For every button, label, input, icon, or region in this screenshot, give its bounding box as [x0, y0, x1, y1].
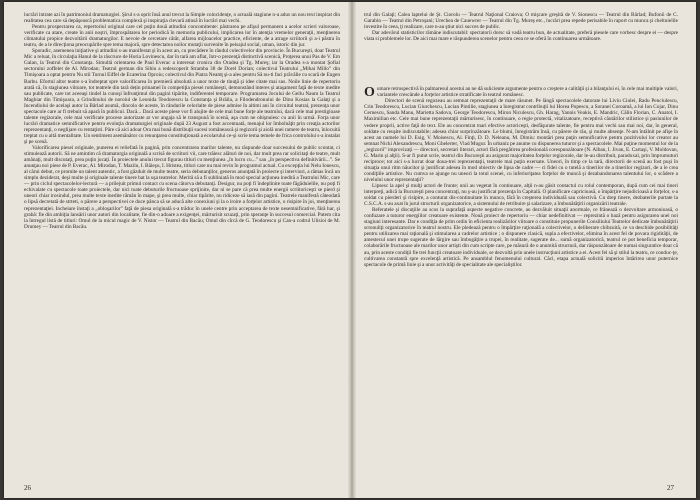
paragraph: Pentru prospectarea ca, repertoriul original care cel puţin două atitudini concomitente: păstrarea pe afişul permanent a acelor scrieri valoroase, verificate ca atare, create în anii noştri, împrospătarea lor periodică în memoria publicului, implicarea lor în atenţia vremelor generaţii, menţinerea climatului propice dezvoltării dramaturgilor. E nevoie de cercetare câtăt, alfarea mijloacelor practice, eficiente, de a atrage scriitorii şi a-i păstra în teatru, de a le direcţiona preocupările spre tema majoră, spre detectarea noilor mutaţii survenite în peisajul social, uman, istoric din jur.	[24, 24, 340, 49]
paragraph: Dar adevărul statisticilor rămâne indiscutabil: spectatorii dorsc să vadă teatru bun, de actualitate, preferă piesele care vorbesc despre ei — despre viata si problemele lor. De aici mai mare e răspunderea scenelor pentru ceea ce se oferă în continuarea următoare.	[364, 30, 678, 43]
paragraph: Referatele şi discuţiile au scos la suprafaţă aspecte negative concrete, au dezvăluit situaţii anormale, ce frânează o dezvoltare armonioasă, o confuzare a tuturor energiilor creatoare existente. Nouă proiect de repertoriu — chiar nedefinitivat — reprezintă o bază pentru asigurarea unei noi stagiuni interesante. Dar e condiţia de prim ordin în eficienta realizărilor viitoare o constituie propunerile Consiliului Teatrelor dedicate îmbunătăţirii sctonuliţi organizatorice în teatrul nostru. Ele pledează pentru o împărţire raţională a colectivelor, o deliberare chibzuită, ce va deschide posibilităţi pentru utilizarea mai raţională şi stimularea a cadrelor artistice ; o dispunere clasică, supla a efectivelor, elimina în acest fel de povara rigidităţii, de amestecul unei trupe sugerate de lărgire sau îmbogăţire a trupei, în realitate, sugerate de... sumă organizatorică, teatrul ce pot beneficia temporar, colaborările fructuoase ale marilor unor artişti din cum scripte care, pe măsură de o anumită structură, dar răspunzătoare de numai singuratice doar că au, prin aceste condiţii fie trei funcţii creatoare individuale, se dezvoltă prin unele instrucţiuni artistice a ei. Acest fel să şi stilul la teatru, ce conduc-ţe, cultivarea constantă spre excelenţă artistică. Pe ansamblul fenomenului cultural. Căci, etapa actuală solicită imperios întărirea unor puternice spectacole de primă linie şi a unor activităţi de specialitate ale specialiştilor.	[364, 207, 678, 268]
paragraph	[364, 85, 678, 101]
section-break	[364, 50, 678, 76]
page-number-right: 27	[667, 484, 674, 492]
paragraph: Valorificarea piesei originale, punerea ei reliefată în pagină, prin concentrarea marilor talente, nu răspunde doar succesului de public scontat, ci stimulează autorii. Să ne amintim că dramaturgia originală a scrisă de scriitori vii, care trăiesc alături de noi, dar mult prea rar solicitaţi de teatre, mult amânaţi, mult discutaţi, prea puţin jucaţi. În proiectele anului trecut figurau titluri cu menţiunea „în lucru cu...” sau „în perspectiva definitivării...”. Se anunţau noi piese de P. Everac, Al. Mirodan, T. Mazilu, I. Băieşu, I. Hristea, titluri care nu mai revin în programul actual. Cu excepţia lui Nelu Ionescu, al cărui debut, ce promite un talent autentic, a fost găzduit de multe teatre, seria debutanţilor, generos anunţată în proiecte şi interviuri, a rămas încă un simplu deziderat, deşi multe şi originale talente tinere bat la uşa teatrelor. Meritâ să a fi subliniată în mod special acţiunea inedită a Teatrului Mic, care — prin ciclul spectacolelor-lectură — a prilejuit primul contact cu scena câtorva debutanţi. Desigur, nu poţi fi îndeplinite toate făgăduielile, nu poţi fi echivalate cu spectacole toate proiectele, dar nici toate debuturile fructuoase sprijinite, dar ni se pare că prea multe energii scriitoriceşti se pierd şi uneori chiar irosindul, prea multe texte inedite rămân în mape, şi prea multe, chiar tipărite, nu ridiceze să iasă din pagini. Teatrele manifestă câteodată o lipsă decretată de strteti, o părere a perspectivei ce duce pânca să se aducă alte conexiuni şi la o iroire a forţelor artistice, o risipire în joi, menţinerea reprezentaţiei. Incheiare înstaţi a „obloşarilor” faţă de piesa originală s-a trăduc în unele centre prin acceptarea de texte nesemnificative, fără har, şi grabă: fie din ambiţia lansării unor autori din localitate, fie din-o adoare a exigenţei, mărturisit scuzaţi, prin speranţe în succesul comercial. Putem cita la întregul listă de titluri: Omul de la micul magic de V. Nistor — Teatrul din Bacău; Omul din cîrcă de G. Teodorescu şi Can-a codrul Ulisioi de M. Drumey — Teatrul din Bacău.	[24, 145, 340, 230]
book-spread	[4, 2, 696, 498]
drop-cap: O	[364, 85, 375, 101]
paragraph: Sporadic, asemenea iniţiative şi atitudini s-au manifestat şi în acest an, cu precădere în rândul colectivelor din provincie. În Bucureşti, doar Teatrul Mic a reluat, în circulaţia Hanul de la răscruce de Horia Lovinescu, dar în tară am aflat, într-o prezenţă distinctivă scenică, Proţerea unui Pas de V. Em Galan, la Teatrul din Constanţa. Simultă orientarea de Paul Everac a interesat cronica din Oradea şi Tg. Mureş; iar la Oradea s-a montat Şofial sectorului zoffelet de Al. Mirodan; Teatrul german din Sibiu a redescoperit Stramba 38 de Dorel Dorian; colectivul Teatrului „Mihai Millo” din Timişoara a optat pentru Nu stii Turnul Eiffel de Ecaterina Oproiu; colectivul din Piatra Neamţ şi-a ales pentru Să nu-ti faci prăvălie cu scară de Eugen Barbu. Efortul altor teatre s-a îndreptat spre valorificarea în premieră absolută a unor texte de tinuţă şi idee citate mai sus. Noile linie de repertoriu arată că, în stagiunea viitoare, tot teatrele din tară dețin prinamel în competiţia piesei româneşti, demonstând interes şi ataşament faţă de texte inedite sau publicate, care tot aceeaşi tindel la cunoşi înfrunţimul din pagini tipărite, indiferentei temporare. Programarea Jocului de Gellu Naum la Teatrul Maghiar din Timişoara, a Grindinului de noroiul de Leonida Teodorescu la Constanţa şi Brăila, a Filodendronului de Dinu Kosias la Galaţi şi a Incendiului de acelaşi autor la Bârlad asumă, dincolo de aceste, în rândurile celorlalte de piese admise în altimi ani în circuitul teatral, prezenţa unor spectacole care ar fi trebuit să apară în publicul. Dacă... Dacă aceste piese vor fi alujite de cele mai bune forţe ale teatrului, dacă cele mai prestigioase talente regizorale, cele mai verificate procese autorizate ar vor angaja să le transpună în scenă, aşa cum ne obişnuiesc cu anii în urmă. Forţa unor lucrări dramatice semnificative pentru evoluţia dramaturgiei originale după 23 August a fost accentuată, menajul lor îmbolnăţit prin creaţia actorilor reprezentanţi, o neglijare cu rentaţisti. Păre că aici adoar Ora mai bună distribuţii sucesi românească şi regizorii şi aiolă unei ramere de teatru, înlocuită treptat cu o altă mentalitate. Un sentiment asemănător cu renunţarea constituţionată a ecolarului ce-şi scrie tema temele de frica controlului s-a instalat şi pe scenă.	[24, 48, 340, 145]
paragraph: Lipsesc la apel şi mulţi actori de frunte; unii au vegetat în continuare, alţii n-au găsit contactul cu rolul contemporan, după cum cei mai tineri interpreţi, adică la Bucureşti prea concentraţi, nu ş-au justificat prezenţa în Capitală. O planificare capricioasă, o împărţire nejudicioasă a forţelor, s-a soldat cu pierderi şi risipire, a conturat dis-continuitate în munca, fără în creşterea individuală sau colectivă. Cu drep tinere, dezbaterile purtate la C.S.C.A. s-au axat în jurul structurii organizatorice, a sistemului de retribuire şi salarizare, a îmbunătăţirii organizării teatrale.	[364, 182, 678, 208]
paragraph: trul din Galaţi; Calea laptelui de Şt. Ciorolu — Teatrul Naţional Craiova; O mişcare greşită de V. Sionescu — Teatrul din Bârlad; Bufonii de C. Garabin — Teatrul din Petroşani; Urechea de Cauewrer — Teatrul din Tg. Mureş etc., lucrări prea repede perisabile în raport cu munca şi cheltuielile investite în ceea, ţi realizare, care n-au ştiut nici succes de public.	[364, 12, 678, 31]
left-page-text	[24, 12, 340, 230]
page-number-left: 26	[24, 484, 31, 492]
book-gutter	[348, 2, 356, 498]
paragraph-text: umare retrospectivă în palmaresul acestui an ne dă suliciente argumente pentru o creştere a calităţii şi a bilanţului ei, în cele mai multiple valori, variantele crescânde a forţelor artistice stratificate în teatrul românesc.	[376, 86, 678, 99]
right-page	[364, 12, 678, 482]
left-page	[24, 12, 340, 482]
paragraph: lucrări intrate azi în patrimoniul dramaturgiei. Şirul s-a oprit însă anul trecut la Simple coincidenţe, o actuală stagiune n-a adus un nou text inspirat din realitatea cea care să depăşească problematica complexă şi inspiraţia clevară atinsă în lucrări mai vechi.	[24, 12, 340, 25]
paragraph: Directori de scenă regozeau au semnat reprezentaţii de mare răsunet. Pe lângă spectacolele datorate lui Liviu Ciulei, Radu Penciulescu, Crin Teodorescu, Lucian Giurchescu, Lucian Pintilie, stagiunea a înregistrat contribuţii lui Horea Popescu, a Soranei Coroamă, a lui Ion Cojar, Dinu Cernescu, Sanda Manu, Marietta Sadova, George Teodorescu, Miron Niculescu, Gh. Harag, Yannis Veakis, E. Mandric, Călin Florian, C. Anatol, I. Maximilian etc. Cele mai bune reprezentaţii mărturisesc, în continuare, o regie protectă, vitalizatoare, receptivă căutărilor stilistice şi pasiunilor de vedere proprii, active faţă de text. Ele au concentrat mari efective actoriceşti, desfăşurate talente, fie pentru mai vechi sau mai noi, dar, în general, soldate cu reuşite indiscutabile; adesea chiar surprinzătoare. Le blumi, înregistrăm însă, cu părere de rău, şi multe absenţe. N-am întâlnit pe afişe în acest an numele lui D. Esig, V. Moisescu, Al. Finţi, D. D. Neleanu, M. Dimiu: montări prea puţin semnificative pentru pozitivului lor creator au semnat Nicki Alexandrescu, Moni Ghelerter, Vlad Mugur. În urbaniz pe anume cu dispunerea tuturor şi a spectacolele. Mai puţine momentul lor de la „regizorii” improvizaţi — directori, secretari literari, actori fără pregătirea profesională corespunzătoare (N. Alban, I. Jivan, E. Cartaşi, V. Moldovan, G. Marin şi alţii). S-ar fi putut scrie, teatrul din Bucureşti au asigurat majoritatea forţelor regizorale, dar le-au distribuit, paradoxal, prin împrumuturi reciproce; tot aici s-a lucrat doar doua-trei reprezentaţii, teatrele mai puţin exersate. Uneori, în timp ce la tară, directorii de scenă au fost puşi în situaţia unui ritm năucitor şi justificat adesea în mod obiectiv de lipsa de cadre — ci fidel cu o tutelă a tinerilor de a tinerilor regizori, de a le crea condiţiile artistice. Nu cumva se ajunge nu uneori la totul scenei, cu inferioriţatea forţelor de muncă şi dezabandonarea talentului lor, o scădere a nivelului unor reprezentaţii?	[364, 98, 678, 183]
right-page-text	[364, 12, 678, 268]
